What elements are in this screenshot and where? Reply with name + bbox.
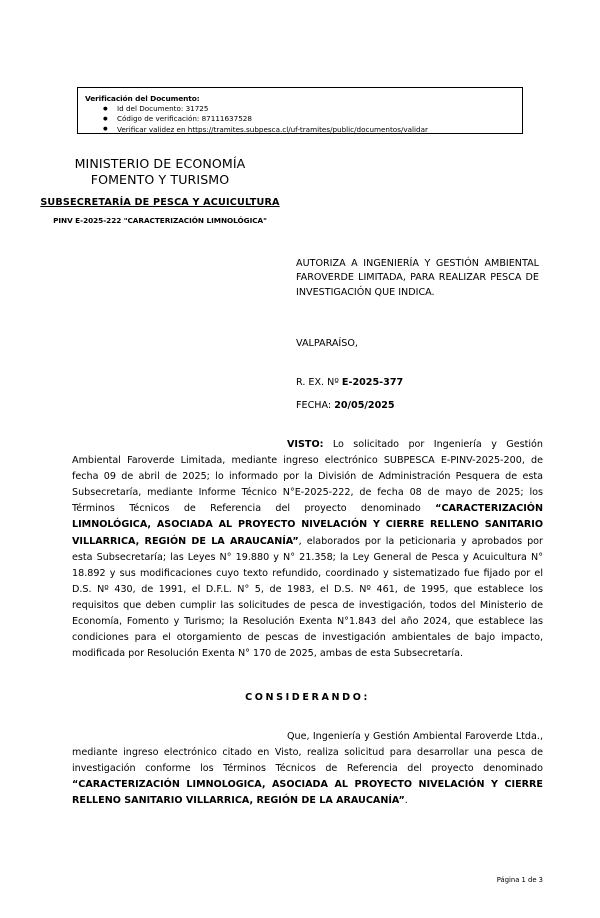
considerando-paragraph [72,729,543,809]
visto-paragraph [72,437,543,662]
resolution-number-value: E-2025-377 [341,377,404,388]
ministry-name-line2: FOMENTO Y TURISMO [90,171,230,187]
visto-text-part2: , elaborados por la peticionaria y aprobados por esta Subsecretaría; las Leyes N° 19.880 y N° 21.358; la Ley General de Pesca y Acuicultura N° 18.892 y sus modificaciones cuyo texto refundido, coordinado y sistematizado fue fijado por el D.S. Nº 430, de 1991, el D.F.L. N° 5, de 1983, el D.S. Nº 461, de 1995, que establece los requisitos que deben cumplir las solicitudes de pesca de investigación, todos del Ministerio de Economía, Fomento y Turismo; la Resolución Exenta N°1.843 del año 2024, que establece las condiciones para el otorgamiento de pescas de investigación ambientales de bajo impacto, modificada por Resolución Exenta N° 170 de 2025, ambas de esta Subsecretaría. [72,535,543,660]
page-footer: Página 1 de 3 [496,876,543,884]
visto-heading: VISTO: [287,439,324,450]
visto-text-part1: Lo solicitado por Ingeniería y Gestión Ambiental Faroverde Limitada, mediante ingreso electrónico SUBPESCA E-PINV-2025-200, de fecha 09 de abril de 2025; lo informado por la División de Administración Pesquera de esta Subsecretaría, mediante Informe Técnico N°E-2025-222, de fecha 08 de mayo de 2025; los Términos Técnicos de Referencia del proyecto denominado [72,439,543,515]
verification-list [85,104,428,134]
considerando-text-part2: . [404,795,408,807]
document-verification-box [77,87,523,134]
subsecretaria-name: SUBSECRETARÍA DE PESCA Y ACUICULTURA [40,197,280,208]
considerando-text-part1: Que, Ingeniería y Gestión Ambiental Faroverde Ltda., mediante ingreso electrónico citado en Visto, realiza solicitud para desarrollar una pesca de investigación conforme los Términos Técnicos de Referencia del proyecto denominado [72,731,543,775]
project-code: PINV E-2025-222 "CARACTERIZACIÓN LIMNOLÓGICA" [53,216,267,225]
verification-item-document-id: ● Id del Documento: 31725 [85,104,428,114]
considerando-heading: CONSIDERANDO: [245,692,370,703]
verification-box-notch [326,87,402,89]
resolution-date [296,400,395,411]
resolution-date-label: FECHA: [296,400,332,411]
verification-item-url: ● Verificar validez en https://tramites.subpesca.cl/uf-tramites/public/documentos/validar [85,125,428,134]
ministry-name-line1: MINISTERIO DE ECONOMÍA [74,156,246,171]
visto-project-title: “CARACTERIZACIÓN LIMNOLÓGICA, ASOCIADA AL PROYECTO NIVELACIÓN Y CIERRE RELLENO SANITARIO VILLARRICA, REGIÓN DE LA ARAUCANÍA” [72,503,543,547]
letterhead [36,156,284,226]
verification-item-code: ● Código de verificación: 87111637528 [85,114,428,124]
issue-city: VALPARAÍSO, [296,338,358,349]
document-subject: AUTORIZA A INGENIERÍA Y GESTIÓN AMBIENTAL FAROVERDE LIMITADA, PARA REALIZAR PESCA DE INVESTIGACIÓN QUE INDICA. [296,258,539,298]
verification-title: Verificación del Documento: [85,94,200,103]
considerando-project-title: “CARACTERIZACIÓN LIMNOLOGICA, ASOCIADA AL PROYECTO NIVELACIÓN Y CIERRE RELLENO SANITARIO VILLARRICA, REGIÓN DE LA ARAUCANÍA” [72,779,543,807]
resolution-date-value: 20/05/2025 [334,400,395,411]
resolution-number-label: R. EX. Nº [296,377,339,388]
resolution-number [296,377,403,388]
ministry-name [36,156,284,187]
